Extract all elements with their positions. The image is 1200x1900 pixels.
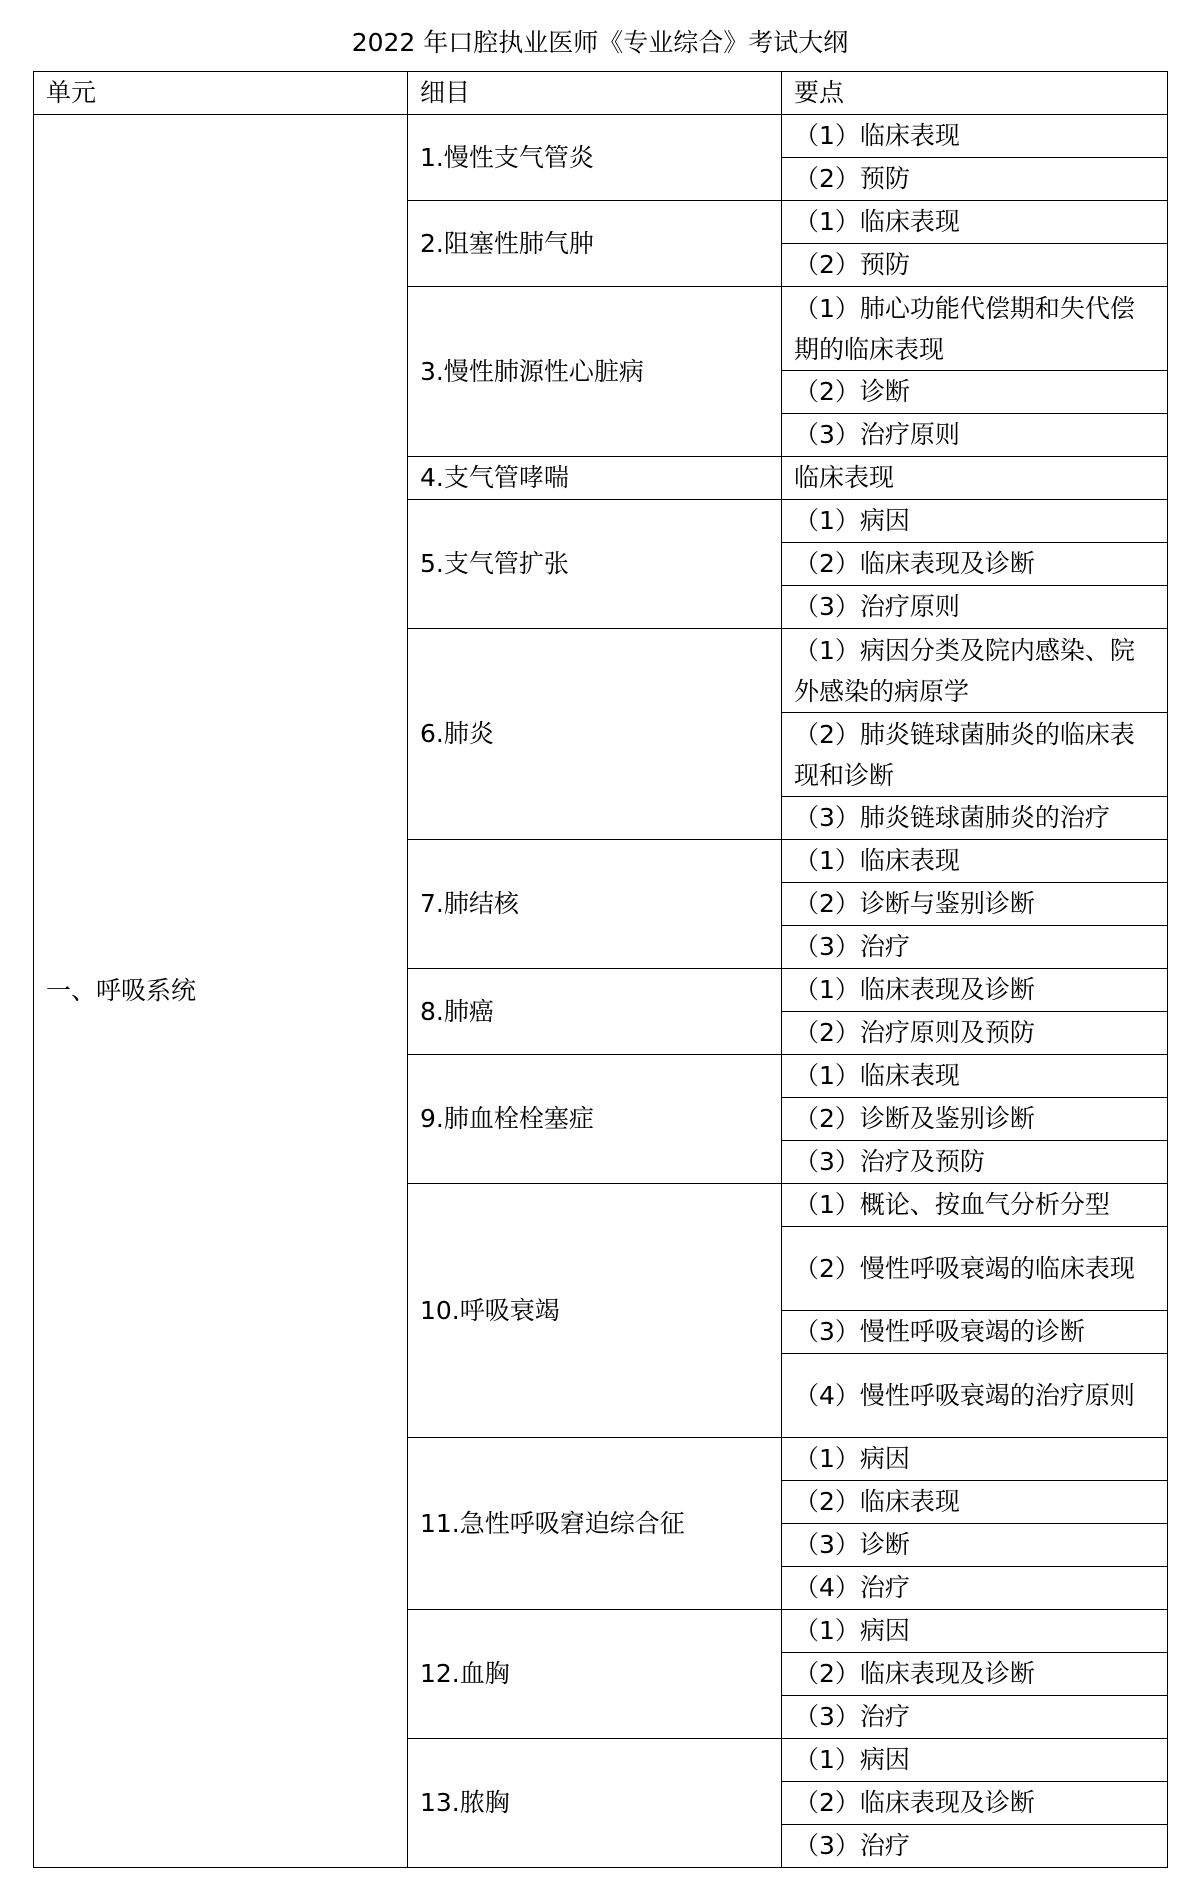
point-cell: （1）临床表现 — [782, 201, 1168, 244]
point-cell: （3）治疗及预防 — [782, 1141, 1168, 1184]
point-cell: （1）概论、按血气分析分型 — [782, 1184, 1168, 1227]
point-cell: （1）临床表现及诊断 — [782, 969, 1168, 1012]
item-cell: 5.支气管扩张 — [408, 500, 782, 629]
point-cell: （3）治疗 — [782, 1825, 1168, 1868]
point-cell: （2）诊断 — [782, 371, 1168, 414]
item-cell: 13.脓胸 — [408, 1739, 782, 1868]
point-cell: （3）治疗原则 — [782, 586, 1168, 629]
item-cell: 12.血胸 — [408, 1610, 782, 1739]
item-cell: 9.肺血栓栓塞症 — [408, 1055, 782, 1184]
point-cell: （1）肺心功能代偿期和失代偿期的临床表现 — [782, 287, 1168, 371]
item-cell: 7.肺结核 — [408, 840, 782, 969]
point-cell: （2）临床表现 — [782, 1481, 1168, 1524]
point-cell: （1）临床表现 — [782, 840, 1168, 883]
item-cell: 10.呼吸衰竭 — [408, 1184, 782, 1438]
point-cell: （1）病因分类及院内感染、院外感染的病原学 — [782, 629, 1168, 713]
point-cell: （3）肺炎链球菌肺炎的治疗 — [782, 797, 1168, 840]
item-cell: 2.阻塞性肺气肿 — [408, 201, 782, 287]
point-cell: （3）治疗原则 — [782, 414, 1168, 457]
point-cell: （1）病因 — [782, 1739, 1168, 1782]
unit-cell: 一、呼吸系统 — [34, 115, 408, 1868]
point-cell: （4）慢性呼吸衰竭的治疗原则 — [782, 1354, 1168, 1438]
point-cell: （2）临床表现及诊断 — [782, 543, 1168, 586]
document-title: 2022 年口腔执业医师《专业综合》考试大纲 — [351, 28, 849, 57]
point-cell: （3）治疗 — [782, 1696, 1168, 1739]
point-cell: （1）病因 — [782, 1438, 1168, 1481]
point-cell: （2）临床表现及诊断 — [782, 1782, 1168, 1825]
point-cell: （1）临床表现 — [782, 115, 1168, 158]
point-cell: （1）病因 — [782, 500, 1168, 543]
point-cell: （2）临床表现及诊断 — [782, 1653, 1168, 1696]
point-cell: （1）临床表现 — [782, 1055, 1168, 1098]
header-unit: 单元 — [34, 72, 408, 115]
header-point: 要点 — [782, 72, 1168, 115]
point-cell: （3）慢性呼吸衰竭的诊断 — [782, 1311, 1168, 1354]
point-cell: （3）诊断 — [782, 1524, 1168, 1567]
item-cell: 8.肺癌 — [408, 969, 782, 1055]
point-cell: （2）诊断与鉴别诊断 — [782, 883, 1168, 926]
point-cell: （2）慢性呼吸衰竭的临床表现 — [782, 1227, 1168, 1311]
header-item: 细目 — [408, 72, 782, 115]
item-cell: 3.慢性肺源性心脏病 — [408, 287, 782, 457]
point-cell: （2）预防 — [782, 158, 1168, 201]
point-cell: 临床表现 — [782, 457, 1168, 500]
item-cell: 6.肺炎 — [408, 629, 782, 840]
point-cell: （4）治疗 — [782, 1567, 1168, 1610]
point-cell: （2）诊断及鉴别诊断 — [782, 1098, 1168, 1141]
header-row — [34, 72, 1168, 115]
item-cell: 4.支气管哮喘 — [408, 457, 782, 500]
item-cell: 1.慢性支气管炎 — [408, 115, 782, 201]
syllabus-table — [33, 71, 1168, 1868]
point-cell: （1）病因 — [782, 1610, 1168, 1653]
table-row — [34, 115, 1168, 158]
point-cell: （2）预防 — [782, 244, 1168, 287]
item-cell: 11.急性呼吸窘迫综合征 — [408, 1438, 782, 1610]
point-cell: （2）治疗原则及预防 — [782, 1012, 1168, 1055]
point-cell: （3）治疗 — [782, 926, 1168, 969]
point-cell: （2）肺炎链球菌肺炎的临床表现和诊断 — [782, 713, 1168, 797]
